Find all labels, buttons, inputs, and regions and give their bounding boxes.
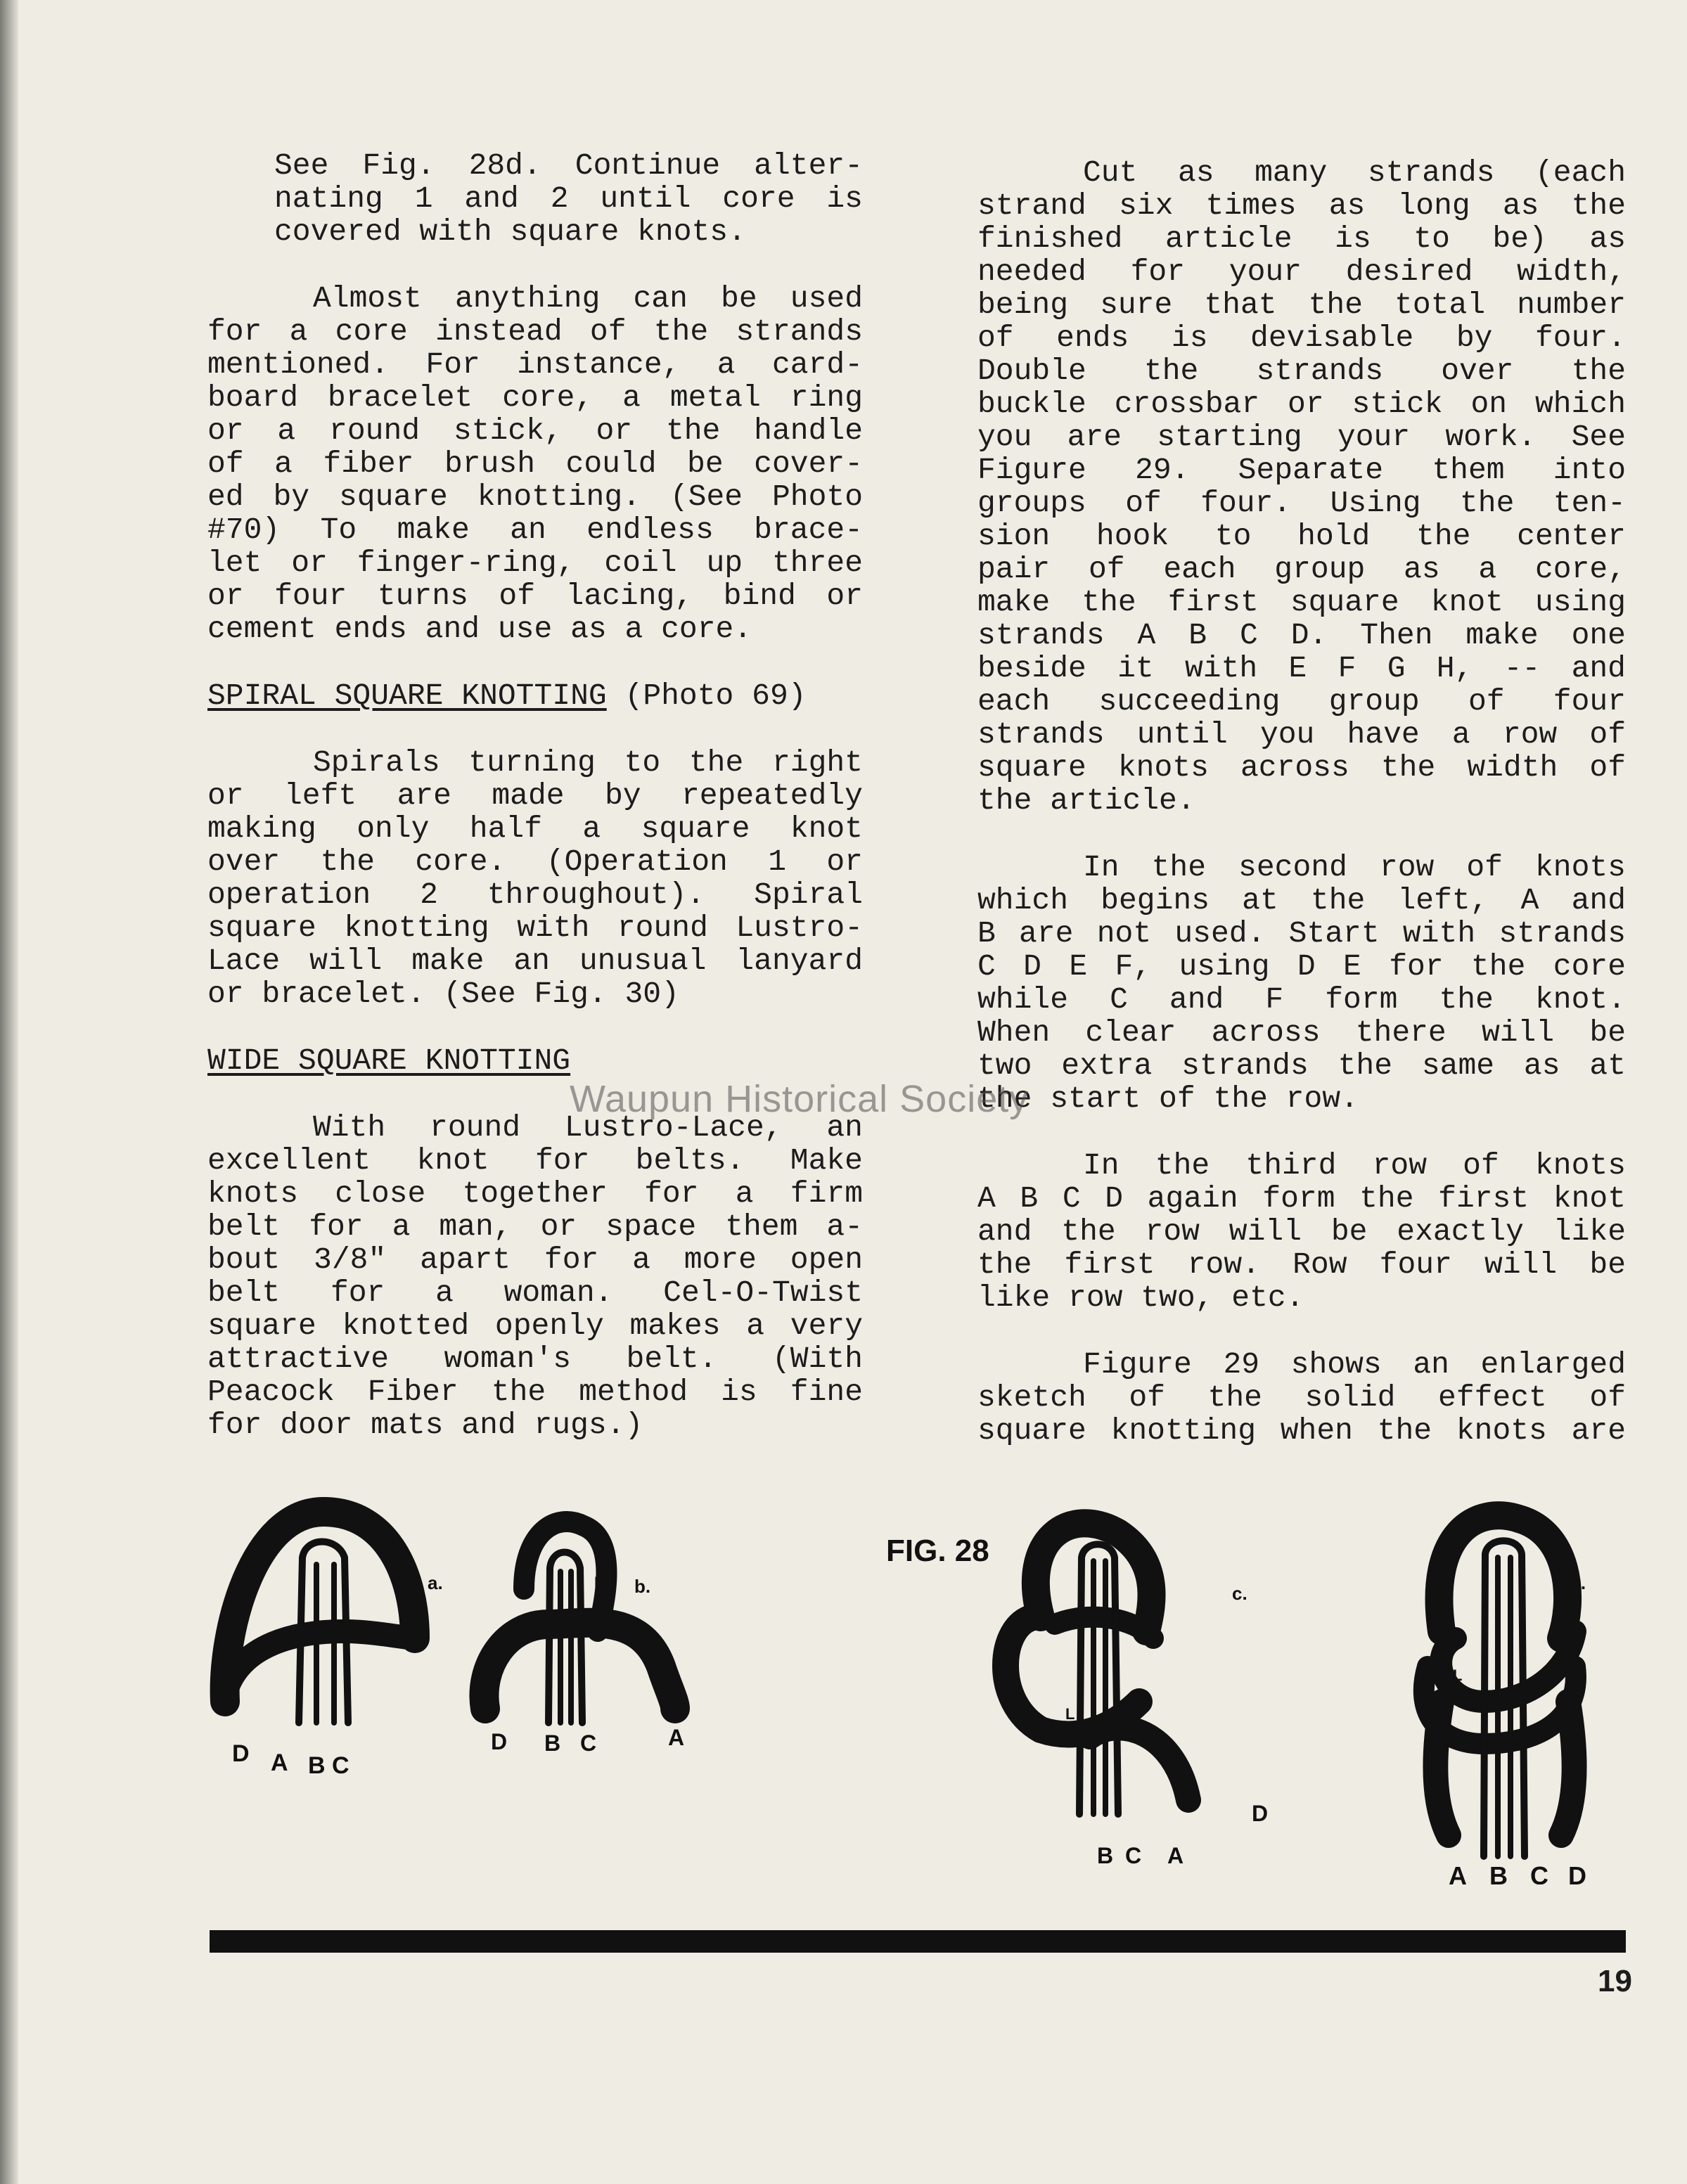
text-line: operation 2 throughout). Spiral <box>207 878 863 912</box>
text-line: being sure that the total number <box>977 288 1626 322</box>
text-line: or left are made by repeatedly <box>207 778 863 813</box>
text-line: bout 3/8" apart for a more open <box>207 1242 863 1277</box>
text-line: cement ends and use as a core. <box>207 612 752 646</box>
text-line: belt for a man, or space them a- <box>207 1209 863 1244</box>
text-line: needed for your desired width, <box>977 255 1626 289</box>
strand-label: R <box>408 1574 419 1591</box>
strand-label: C <box>1530 1861 1548 1884</box>
text-line: B are not used. Start with strands <box>977 916 1626 951</box>
text-line: make the first square knot using <box>977 585 1626 619</box>
fig-28-diagram <box>204 1491 1653 1884</box>
figure-title: FIG. 28 <box>886 1534 989 1568</box>
text-line: and the row will be exactly like <box>977 1214 1626 1249</box>
strand-label: C <box>580 1730 597 1756</box>
panel-tag: d. <box>1570 1572 1586 1593</box>
text-line: With round Lustro-Lace, an <box>313 1110 863 1145</box>
text-line: Figure 29 shows an enlarged <box>1083 1347 1626 1382</box>
strand-label: B <box>544 1730 561 1756</box>
text-line: ed by square knotting. (See Photo <box>207 480 863 514</box>
text-line: strands until you have a row of <box>977 717 1626 752</box>
footer-rule <box>210 1930 1626 1953</box>
paragraph <box>977 1348 1626 1447</box>
text-line: while C and F form the knot. <box>977 982 1626 1017</box>
paragraph <box>207 149 863 248</box>
section-heading <box>207 679 863 712</box>
text-line: Figure 29. Separate them into <box>977 453 1626 487</box>
strand-label: C <box>1125 1843 1142 1868</box>
text-line: knots close together for a firm <box>207 1176 863 1211</box>
text-line: finished article is to be) as <box>977 221 1626 256</box>
text-line: you are starting your work. See <box>977 420 1626 454</box>
text-line: Almost anything can be used <box>313 281 863 316</box>
strand-label: A <box>271 1749 288 1776</box>
heading-title: WIDE SQUARE KNOTTING <box>207 1043 571 1078</box>
text-line: square knotting with round Lustro- <box>207 911 863 945</box>
panel-tag: a. <box>428 1572 443 1593</box>
text-line: In the third row of knots <box>1083 1148 1626 1183</box>
strand-label: D <box>1252 1801 1269 1826</box>
strand-label: A <box>668 1725 685 1750</box>
strand-label: L <box>1453 1666 1463 1684</box>
strand-label: B <box>1489 1861 1508 1884</box>
text-line: square knots across the width of <box>977 750 1626 785</box>
right-column <box>977 156 1626 1447</box>
text-line: belt for a woman. Cel-O-Twist <box>207 1276 863 1310</box>
text-line: buckle crossbar or stick on which <box>977 387 1626 421</box>
text-line: square knotting when the knots are <box>977 1413 1626 1448</box>
strand-label: L <box>1065 1705 1075 1723</box>
panel-tag: b. <box>634 1576 651 1597</box>
text-line: making only half a square knot <box>207 811 863 846</box>
knot-panel-b <box>484 1522 675 1723</box>
text-line: over the core. (Operation 1 or <box>207 844 863 879</box>
text-line: See Fig. 28d. Continue alter- <box>274 148 863 183</box>
paragraph <box>977 851 1626 1115</box>
strand-label: A <box>1449 1861 1467 1884</box>
text-line: mentioned. For instance, a card- <box>207 347 863 382</box>
text-line: strand six times as long as the <box>977 188 1626 223</box>
watermark: Waupun Historical Society <box>570 1078 1029 1120</box>
strand-label: D <box>232 1740 250 1767</box>
text-line: C D E F, using D E for the core <box>977 949 1626 984</box>
text-line: Peacock Fiber the method is fine <box>207 1375 863 1409</box>
text-line: for door mats and rugs.) <box>207 1408 643 1442</box>
text-line: Double the strands over the <box>977 354 1626 388</box>
strand-label: D <box>491 1729 508 1754</box>
text-line: board bracelet core, a metal ring <box>207 380 863 415</box>
heading-title: SPIRAL SQUARE KNOTTING <box>207 679 607 713</box>
paragraph <box>207 746 863 1010</box>
text-line: the article. <box>977 783 1195 818</box>
panel-tag: c. <box>1232 1583 1247 1604</box>
paragraph <box>977 1149 1626 1314</box>
left-column <box>207 149 863 1441</box>
text-line: beside it with E F G H, -- and <box>977 651 1626 686</box>
paragraph <box>207 1111 863 1441</box>
text-line: Spirals turning to the right <box>313 745 863 780</box>
text-line: pair of each group as a core, <box>977 552 1626 586</box>
knot-panel-a <box>224 1512 415 1723</box>
paragraph <box>207 282 863 645</box>
strand-label: A <box>1167 1843 1184 1868</box>
text-line: attractive woman's belt. (With <box>207 1342 863 1376</box>
strand-label: R <box>594 1574 605 1591</box>
strand-label: D <box>1568 1861 1586 1884</box>
section-heading <box>207 1044 863 1077</box>
text-line: which begins at the left, A and <box>977 883 1626 918</box>
text-line: covered with square knots. <box>274 214 746 249</box>
text-line: let or finger-ring, coil up three <box>207 546 863 580</box>
text-line: #70) To make an endless brace- <box>207 513 863 547</box>
text-line: for a core instead of the strands <box>207 314 863 349</box>
text-line: or a round stick, or the handle <box>207 413 863 448</box>
text-line: groups of four. Using the ten- <box>977 486 1626 520</box>
text-line: In the second row of knots <box>1083 850 1626 885</box>
text-line: of ends is devisable by four. <box>977 321 1626 355</box>
knot-panel-c <box>1006 1523 1188 1814</box>
book-spine-shadow <box>0 0 18 2184</box>
text-line: each succeeding group of four <box>977 684 1626 719</box>
text-line: the first row. Row four will be <box>977 1247 1626 1282</box>
text-line: or bracelet. (See Fig. 30) <box>207 977 679 1011</box>
page-number: 19 <box>1598 1964 1632 1998</box>
text-line: the start of the row. <box>977 1081 1359 1116</box>
text-line: strands A B C D. Then make one <box>977 618 1626 653</box>
text-line: nating 1 and 2 until core is <box>274 181 863 216</box>
strand-label: B <box>308 1752 326 1779</box>
text-line: Cut as many strands (each <box>1083 155 1626 190</box>
text-line: of a fiber brush could be cover- <box>207 447 863 481</box>
text-line: When clear across there will be <box>977 1015 1626 1050</box>
text-line: sketch of the solid effect of <box>977 1380 1626 1415</box>
knot-panel-d <box>1424 1515 1576 1856</box>
text-line: like row two, etc. <box>977 1280 1304 1315</box>
strand-label: C <box>332 1752 349 1779</box>
text-line: or four turns of lacing, bind or <box>207 579 863 613</box>
text-line: excellent knot for belts. Make <box>207 1143 863 1178</box>
text-line: Lace will make an unusual lanyard <box>207 944 863 978</box>
paragraph <box>977 156 1626 817</box>
text-line: square knotted openly makes a very <box>207 1309 863 1343</box>
text-line: two extra strands the same as at <box>977 1048 1626 1083</box>
heading-note: (Photo 69) <box>624 679 807 713</box>
text-line: A B C D again form the first knot <box>977 1181 1626 1216</box>
text-line: sion hook to hold the center <box>977 519 1626 553</box>
strand-label: B <box>1097 1843 1114 1868</box>
